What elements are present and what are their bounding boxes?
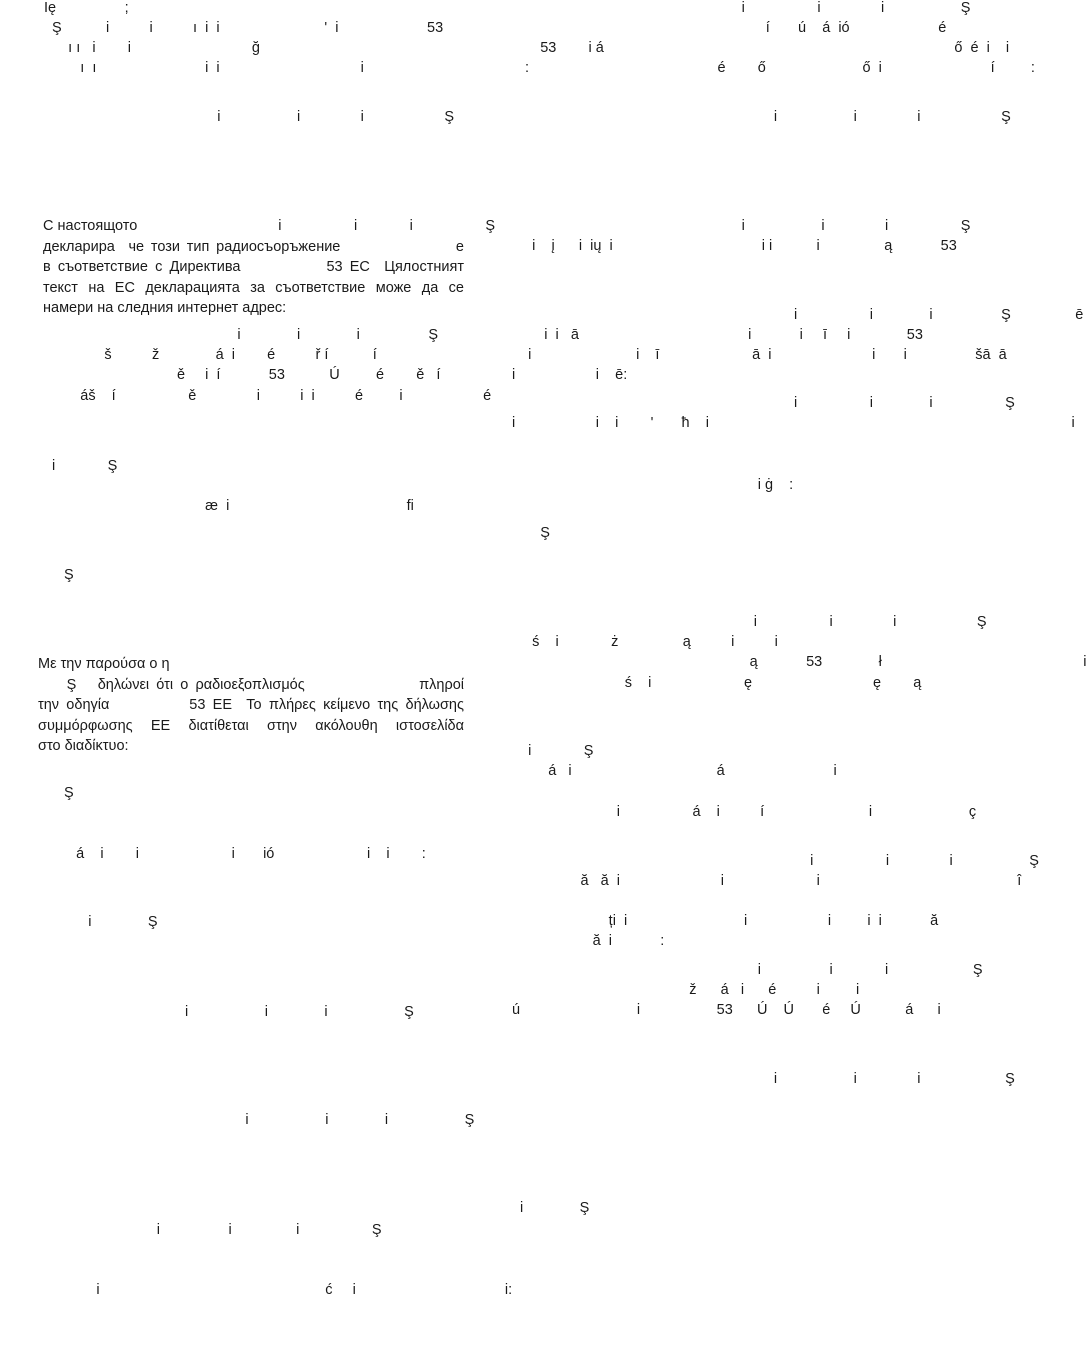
text-line: i į i ių i i i i ą 53 <box>512 238 957 254</box>
text-line: i i i Ş <box>44 1112 475 1128</box>
text-line: в съответствие с Директива 53 ЕС Цялостният <box>43 259 464 275</box>
text-line: é ő ő i í : <box>512 60 1035 76</box>
text-line: i á i í i ç <box>512 804 977 820</box>
text-line: ž á i é i i <box>512 982 860 998</box>
text-line: i i i Ş <box>44 1004 414 1020</box>
text-line: στο διαδίκτυο: <box>38 738 129 754</box>
text-line: i i ē: <box>512 367 628 383</box>
text-line: i i i Ş <box>512 853 1039 869</box>
text-line: i i ī ā i i i šā ā <box>512 347 1007 363</box>
text-line: æ i fi <box>44 498 414 514</box>
text-line: áš í ě i i i é i é <box>44 388 492 404</box>
text-line: i ć i i: <box>44 1282 513 1298</box>
text-line: í ú á ió é <box>512 20 947 36</box>
bulgarian-heading: С настоящото i i i Ş <box>43 218 496 234</box>
text-line: декларира че този тип радиосъоръжение е <box>43 238 464 255</box>
text-line: á i i i ió i i : <box>56 846 426 862</box>
text-line: ți i i i i i ă <box>512 913 939 929</box>
text-line: i i i Ş <box>44 1222 382 1238</box>
text-line: ı ı i i ğ <box>44 40 260 56</box>
text-line: текст на ЕС декларацията за съответствие може да се <box>43 279 464 296</box>
text-line: i i i Ş <box>44 109 455 125</box>
text-line: ı ı i i i : <box>44 60 530 76</box>
text-line: i i i Ş <box>512 395 1015 411</box>
greek-declaration <box>38 654 464 757</box>
text-line: i i i Ş <box>512 0 971 16</box>
text-line: i Ş <box>512 743 594 759</box>
text-line: š ž á i é ř í í <box>44 347 377 363</box>
text-line: ă ă i i i î <box>512 873 1022 889</box>
text-line: Ş δηλώνει ότι ο ραδιοεξοπλισμός πληροί <box>38 676 464 693</box>
text-line: á i á i <box>512 763 837 779</box>
text-line: i i i Ş <box>512 218 971 234</box>
text-line: i i i Ş <box>512 962 983 978</box>
text-line: ú i 53 Ú Ú é Ú á i <box>512 1002 941 1018</box>
text-line: i Ş <box>44 458 118 474</box>
text-line: i i i Ş ē <box>512 307 1084 323</box>
text-line: i i ā i i ī i 53 <box>512 327 923 343</box>
text-line: i Ş <box>56 914 158 930</box>
text-line: i i i Ş <box>512 109 1011 125</box>
text-line: Ş <box>512 525 550 541</box>
text-line: την οδηγία 53 ΕΕ Το πλήρες κείμενο της δήλωσης <box>38 697 464 713</box>
text-line: Ię ; <box>44 0 129 16</box>
text-line: i i i ' ħ i i <box>512 415 1075 431</box>
text-line: i i i Ş <box>512 614 987 630</box>
text-line: i ġ : <box>512 477 794 493</box>
text-line: Ş i i ı i i ' i 53 <box>44 20 444 36</box>
text-line: ś i ż ą i i <box>512 634 778 650</box>
text-line: i Ş <box>512 1200 590 1216</box>
greek-heading: Με την παρούσα ο η <box>38 656 170 672</box>
text-line: ă i : <box>512 933 665 949</box>
text-line: намери на следния интернет адрес: <box>43 300 287 316</box>
text-line: i i i Ş <box>44 327 438 343</box>
text-line: Ş <box>56 567 74 583</box>
text-line: ě i í 53 Ú é ě í <box>44 367 441 383</box>
text-line: ś i ę ę ą <box>512 675 922 691</box>
text-line: i i i Ş <box>512 1071 1015 1087</box>
text-line: Ş <box>56 785 74 801</box>
text-line: ą 53 ł i <box>512 654 1087 670</box>
bulgarian-declaration <box>43 216 496 319</box>
text-line: συμμόρφωσης ΕΕ διατίθεται στην ακόλουθη ιστοσελίδα <box>38 717 464 734</box>
text-line: 53 i á ő é i i <box>512 40 1010 56</box>
